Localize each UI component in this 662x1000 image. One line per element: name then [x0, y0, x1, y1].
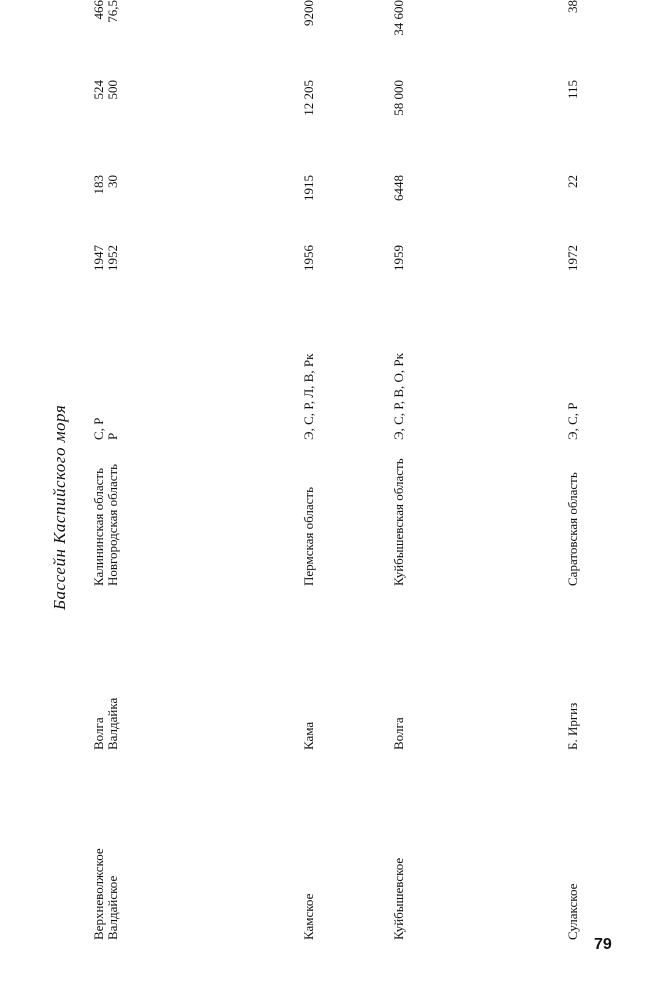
length: 466	[91, 0, 106, 20]
reservoir-name: Камское	[301, 893, 316, 940]
river-name: Волга	[91, 717, 106, 750]
reservoir-name: Валдайское	[105, 875, 120, 940]
volume: 500	[105, 80, 120, 100]
length: 34 600	[391, 0, 406, 36]
length: 9200	[301, 0, 316, 26]
year: 1947	[91, 245, 106, 271]
table-row	[392, 0, 406, 1000]
area: 6448	[391, 175, 406, 201]
area: 30	[105, 175, 120, 188]
river-name: Кама	[301, 721, 316, 750]
river-name: Б. Иргиз	[565, 702, 580, 750]
page-number: 79	[594, 936, 612, 953]
table-row	[106, 0, 120, 1000]
river-name: Волга	[391, 717, 406, 750]
page-title: Бассейн Каспийского моря	[50, 404, 69, 610]
table-row	[302, 0, 316, 1000]
table-row	[566, 0, 580, 1000]
use-codes: С, Р	[91, 417, 106, 440]
area: 1915	[301, 175, 316, 201]
volume: 58 000	[391, 80, 406, 116]
region-name: Калининская область	[91, 467, 106, 586]
table-row	[92, 0, 106, 1000]
use-codes: Э, С, Р, В, О, Рк	[391, 353, 406, 440]
reservoir-name: Сулакское	[565, 883, 580, 940]
use-codes: Э, С, Р	[565, 402, 580, 440]
area: 22	[565, 175, 580, 188]
use-codes: Э, С, Р, Л, В, Рк	[301, 353, 316, 440]
region-name: Саратовская область	[565, 472, 580, 586]
length: 38	[565, 0, 580, 13]
year: 1972	[565, 245, 580, 271]
year: 1952	[105, 245, 120, 271]
river-name: Валдайка	[105, 697, 120, 750]
reservoir-name: Верхневолжское	[91, 848, 106, 940]
use-codes: Р	[105, 432, 120, 440]
region-name: Новгородская область	[105, 463, 120, 586]
length: 76,5	[105, 0, 120, 23]
volume: 524	[91, 80, 106, 100]
region-name: Куйбышевская область	[391, 458, 406, 586]
reservoir-name: Куйбышевское	[391, 857, 406, 940]
volume: 115	[565, 80, 580, 100]
volume: 12 205	[301, 80, 316, 116]
year: 1959	[391, 245, 406, 271]
area: 183	[91, 175, 106, 195]
region-name: Пермская область	[301, 486, 316, 586]
year: 1956	[301, 245, 316, 271]
